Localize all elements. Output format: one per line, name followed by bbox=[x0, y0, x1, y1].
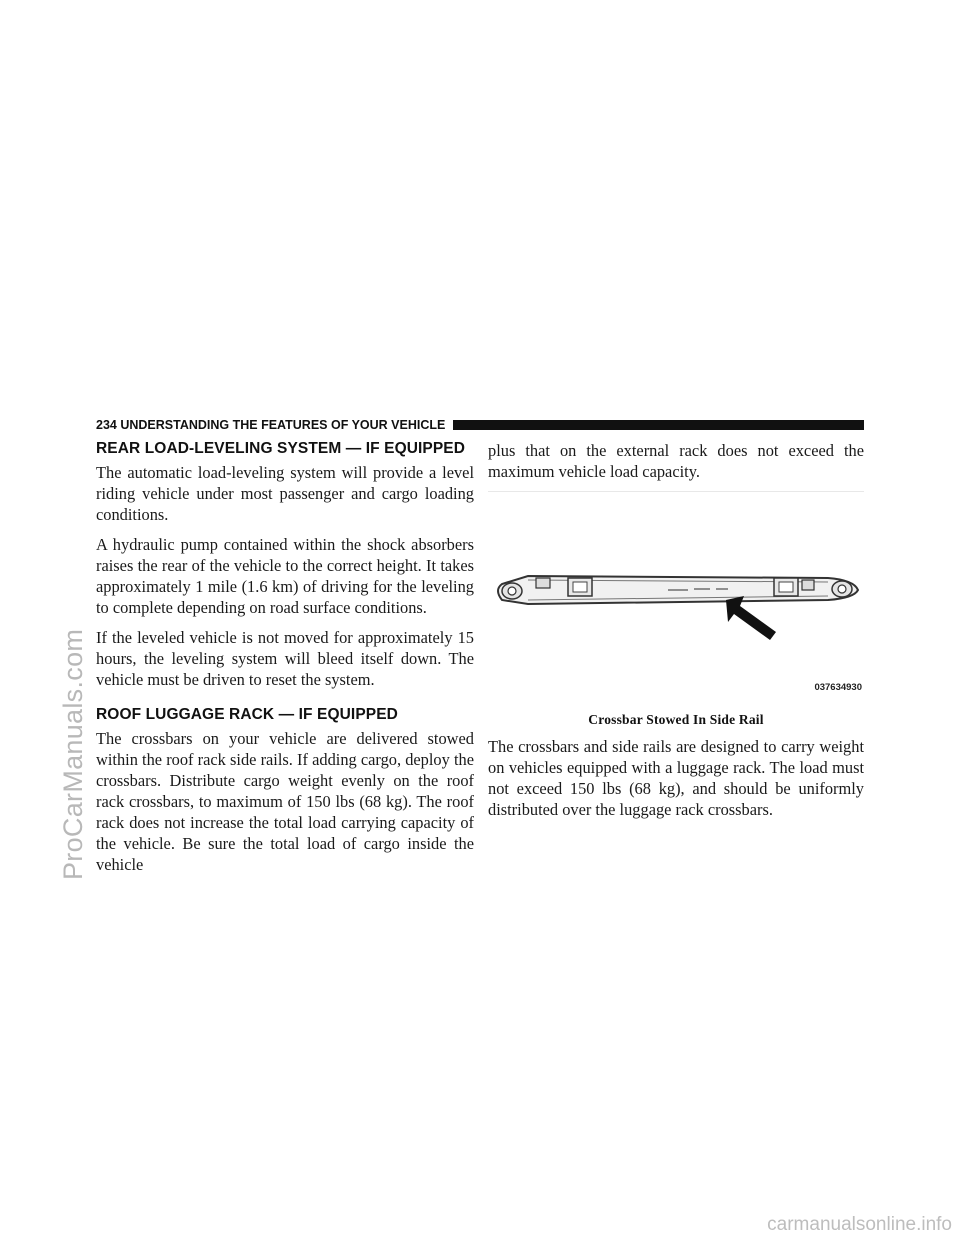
load-leveling-heading: REAR LOAD-LEVELING SYSTEM — IF EQUIPPED bbox=[96, 440, 466, 457]
page-number-and-chapter: 234 UNDERSTANDING THE FEATURES OF YOUR VEHICLE bbox=[96, 418, 446, 432]
figure-caption: Crossbar Stowed In Side Rail bbox=[588, 712, 764, 727]
pointer-arrow-icon bbox=[488, 492, 864, 710]
running-header bbox=[96, 416, 864, 434]
roof-rack-paragraph-after-figure: The crossbars and side rails are designed to carry weight on vehicles equipped with a luggage rack. The load must not exceed 150 lbs (68 kg), and should be uniformly distributed over the luggage rack crossbars. bbox=[488, 737, 864, 819]
right-column bbox=[488, 440, 864, 829]
left-column bbox=[96, 440, 474, 884]
side-watermark: ProCarManuals.com bbox=[58, 628, 88, 880]
load-leveling-paragraph-2: A hydraulic pump contained within the shock absorbers raises the rear of the vehicle to the correct height. It takes approximately 1 mile (1.6 km) of driving for the leveling to complete depending on road surface conditions. bbox=[96, 535, 474, 617]
figure-code: 037634930 bbox=[814, 682, 862, 693]
header-rule bbox=[453, 420, 864, 430]
roof-rack-paragraph-left: The crossbars on your vehicle are delivered stowed within the roof rack side rails. If adding cargo, deploy the crossbars. Distribute cargo weight evenly on the roof rack crossbars, to maximum of 150 lbs (68 kg). The roof rack does not increase the total load carrying capacity of the vehicle. Be sure the total load of cargo inside the vehicle bbox=[96, 729, 474, 874]
bottom-watermark: carmanualsonline.info bbox=[767, 1214, 952, 1235]
crossbar-figure bbox=[488, 491, 864, 710]
load-leveling-paragraph-3: If the leveled vehicle is not moved for approximately 15 hours, the leveling system will bleed itself down. The vehicle must be driven to reset the system. bbox=[96, 628, 474, 689]
roof-rack-heading: ROOF LUGGAGE RACK — IF EQUIPPED bbox=[96, 706, 398, 723]
load-leveling-paragraph-1: The automatic load-leveling system will provide a level riding vehicle under most passenger and cargo loading conditions. bbox=[96, 463, 474, 524]
roof-rack-paragraph-continued: plus that on the external rack does not exceed the maximum vehicle load capacity. bbox=[488, 441, 864, 481]
